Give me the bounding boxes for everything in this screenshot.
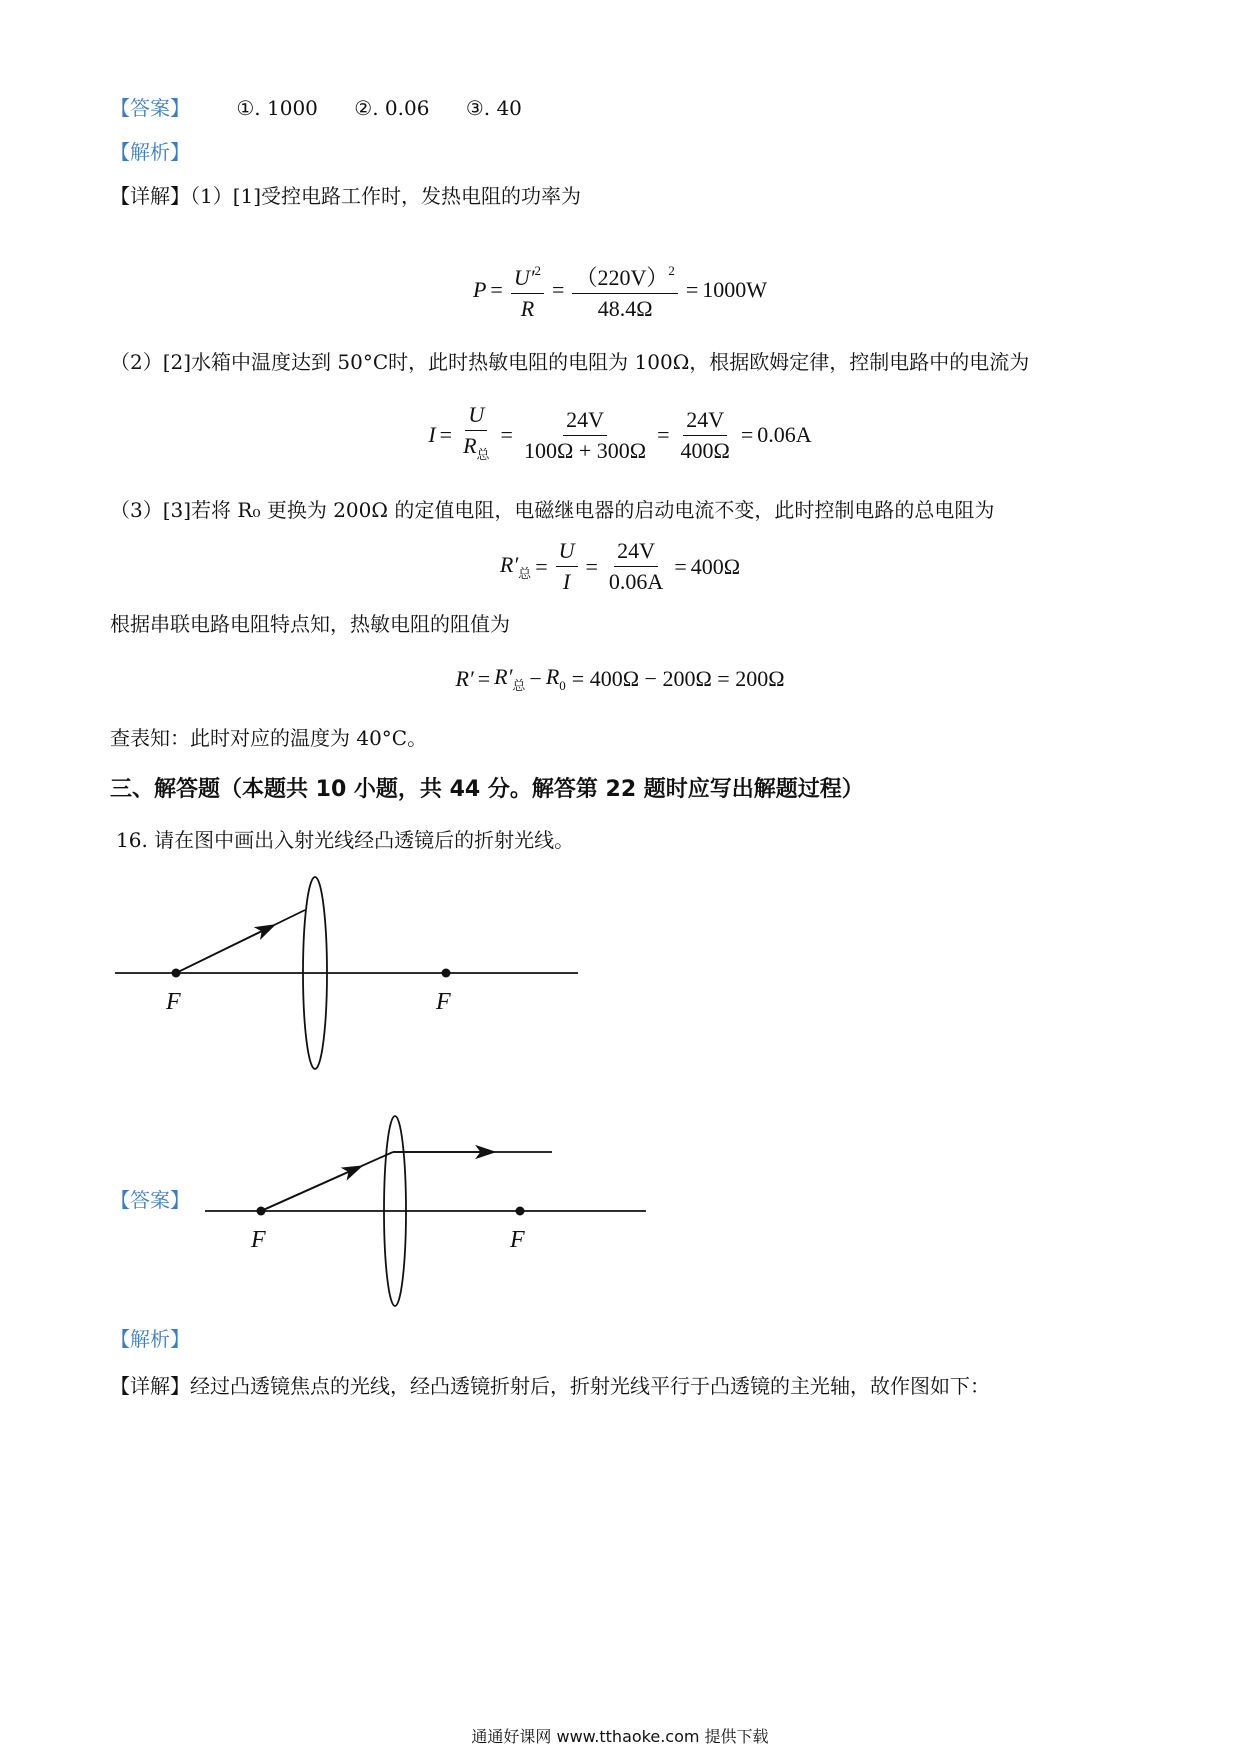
equation-power: P = $\frac{U'^2}{R}$ = $\frac{(220V)^2}{48.4\Omega}$ = 1000W xyxy=(0,258,1240,322)
eq-term: R xyxy=(545,664,560,689)
focal-point-right xyxy=(442,969,451,978)
eq-term: U xyxy=(556,538,578,567)
eq-sub: 总 xyxy=(518,565,532,581)
fraction xyxy=(572,258,677,322)
eq-sub: 总 xyxy=(476,447,490,462)
detail-para-4: 根据串联电路电阻特点知，热敏电阻的阻值为 xyxy=(110,612,510,636)
analysis-tag: 【解析】 xyxy=(110,140,190,164)
eq-term: 100Ω + 300Ω xyxy=(523,437,647,463)
fraction xyxy=(460,402,492,468)
focus-label-right: F xyxy=(510,1227,525,1253)
answer-item-1: ①. 1000 xyxy=(236,96,318,120)
focus-label-left: F xyxy=(166,989,181,1015)
detail-para-1 xyxy=(110,182,581,210)
fraction xyxy=(606,538,666,595)
focal-point-right xyxy=(516,1207,525,1216)
fraction xyxy=(521,407,649,464)
focus-label-left: F xyxy=(251,1227,266,1253)
eq-sup: 2 xyxy=(534,263,542,278)
incident-ray-arrow xyxy=(261,1167,360,1211)
eq-result: 0.06A xyxy=(757,422,812,447)
equation-thermistor: R′ = $R'_总$ − $R_0$ = 400Ω − 200Ω = 200Ω xyxy=(455,664,785,693)
fraction xyxy=(556,538,578,595)
eq-term: 24V xyxy=(614,538,658,567)
answer-item-2: ②. 0.06 xyxy=(354,96,430,120)
eq-result: = 400Ω − 200Ω = 200Ω xyxy=(571,666,785,691)
detail-text: （1）[1]受控电路工作时，发热电阻的功率为 xyxy=(190,184,582,208)
eq-term: 400Ω xyxy=(680,437,730,463)
detail-para-5: 查表知：此时对应的温度为 40°C。 xyxy=(110,726,428,750)
equation-total-resistance: $R'_总$ = $\frac{U}{I}$ = $\frac{24V}{0.06A}$ = 400Ω xyxy=(499,538,741,594)
answer-item-3: ③. 40 xyxy=(465,96,522,120)
answer-row-1 xyxy=(110,94,522,122)
detail-tag: 【详解】 xyxy=(110,184,190,208)
detail-text: 经过凸透镜焦点的光线，经凸透镜折射后，折射光线平行于凸透镜的主光轴，故作图如下： xyxy=(190,1374,990,1398)
detail-tag: 【详解】 xyxy=(110,1374,190,1398)
detail-para-6 xyxy=(110,1372,990,1400)
question-16: 16. 请在图中画出入射光线经凸透镜后的折射光线。 xyxy=(116,828,575,852)
eq-term: （220V） xyxy=(575,265,669,290)
detail-para-3: （3）[3]若将 R₀ 更换为 200Ω 的定值电阻，电磁继电器的启动电流不变，此时控制电路的总电阻为 xyxy=(110,498,995,522)
analysis-tag-2: 【解析】 xyxy=(110,1327,190,1351)
eq-term: 0.06A xyxy=(608,569,664,594)
focal-point-left xyxy=(257,1207,266,1216)
eq-term: R′ xyxy=(455,666,474,691)
equation-current: I = $\frac{U}{R_总}$ = $\frac{24V}{100\Omega + 300\Omega}$ = $\frac{24V}{400\Omega}$ = 0.06A xyxy=(0,402,1240,468)
eq-sub: 总 xyxy=(512,678,526,693)
lens-diagram-answer xyxy=(195,1105,655,1315)
footer-text: 通通好课网 www.tthaoke.com 提供下载 xyxy=(471,1727,769,1746)
eq-term: R′ xyxy=(499,551,519,577)
eq-result: 400Ω xyxy=(690,553,741,579)
focal-point-left xyxy=(172,969,181,978)
eq-term: 24V xyxy=(563,407,607,436)
answer-tag-2: 【答案】 xyxy=(110,1188,190,1212)
answer-tag: 【答案】 xyxy=(110,96,190,120)
eq-term: R xyxy=(520,296,535,321)
ray-arrow xyxy=(176,926,273,973)
fraction xyxy=(678,407,733,464)
focus-label-right: F xyxy=(436,989,451,1015)
eq-term: U xyxy=(465,402,487,431)
eq-term: P xyxy=(472,277,487,302)
detail-para-2: （2）[2]水箱中温度达到 50°C时，此时热敏电阻的电阻为 100Ω，根据欧姆定律，控制电路中的电流为 xyxy=(110,350,1030,374)
eq-term: I xyxy=(562,569,571,594)
eq-sub: 0 xyxy=(559,678,566,693)
eq-term: 48.4Ω xyxy=(597,296,653,321)
fraction xyxy=(511,258,544,322)
eq-sup: 2 xyxy=(668,263,675,278)
section-heading: 三、解答题（本题共 10 小题，共 44 分。解答第 22 题时应写出解题过程） xyxy=(110,777,864,802)
eq-result: 1000W xyxy=(702,277,768,302)
eq-term: U′ xyxy=(513,265,535,290)
eq-term: R′ xyxy=(494,664,513,689)
eq-term: I xyxy=(428,422,436,447)
eq-term: 24V xyxy=(683,407,727,436)
lens-diagram-question xyxy=(100,870,600,1080)
eq-term: R xyxy=(463,433,477,458)
